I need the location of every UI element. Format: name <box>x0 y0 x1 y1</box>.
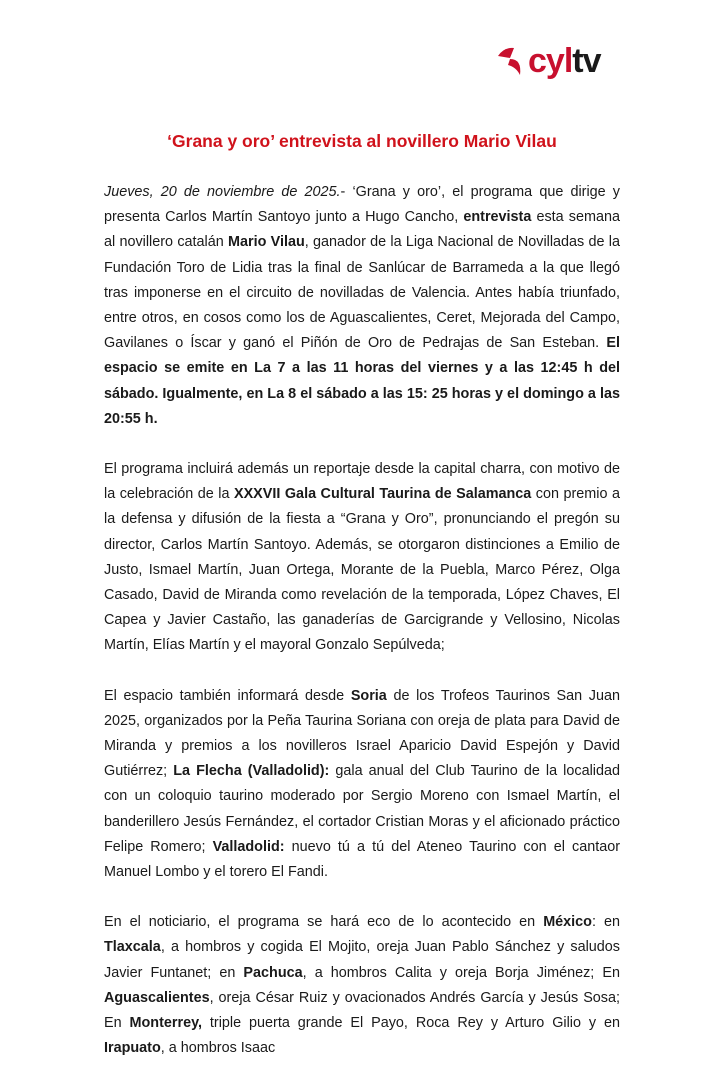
paragraph-4 <box>104 910 620 1061</box>
bold-text: Tlaxcala <box>104 939 161 956</box>
document-title: ‘Grana y oro’ entrevista al novillero Mario Vilau <box>167 131 557 151</box>
text-run: , a hombros Calita y oreja Borja Jiménez; En <box>302 964 620 981</box>
text-run: , a hombros y cogida El Mojito, oreja Juan Pablo Sánchez y saludos Javier Funtanet; en <box>104 939 620 981</box>
text-run: , oreja César Ruiz y ovacionados Andrés García y Jesús Sosa; En <box>104 989 620 1032</box>
text-run: , a hombros Isaac <box>160 1040 276 1057</box>
text-run: El espacio también informará desde <box>104 687 351 704</box>
text-run: de los Trofeos Taurinos San Juan 2025, organizados por la Peña Taurina Soriana con oreja de plata para David de Miranda y premios a los novilleros Israel Aparicio David Espejón y David Gutiérrez; <box>104 687 621 780</box>
paragraph-1 <box>104 180 620 432</box>
bold-text: Valladolid: <box>212 838 285 855</box>
text-run: - ‘Grana y oro’, el programa que dirige y presenta Carlos Martín Santoyo junto a Hugo Cancho, <box>104 184 620 226</box>
bold-text: La Flecha (Valladolid): <box>173 763 330 780</box>
italic-text: Jueves, 20 de noviembre de 2025. <box>104 184 341 200</box>
text-run: : en <box>591 914 620 931</box>
logo-wordmark <box>528 44 601 78</box>
bold-text: México <box>543 914 592 931</box>
text-run: esta semana al novillero catalán <box>104 209 620 251</box>
bold-text: Aguascalientes <box>104 989 210 1006</box>
bold-text: Irapuato <box>104 1040 161 1057</box>
bold-text: Pachuca <box>243 964 303 981</box>
bold-text: XXXVII Gala Cultural Taurina de Salamanca <box>233 486 532 503</box>
paragraph-3 <box>104 684 620 886</box>
text-run: En el noticiario, el programa se hará eco de lo acontecido en <box>104 914 544 931</box>
bold-text: El espacio se emite en La 7 a las 11 horas del viernes y a las 12:45 h del sábado. Igualmente, en La 8 el sábado a las 15: 25 horas y el domingo a las 20:55 h. <box>104 335 620 427</box>
logo-cyl: cyl <box>528 42 573 80</box>
paragraph-2 <box>104 457 620 659</box>
document-body <box>104 180 620 1087</box>
bold-text: Monterrey, <box>129 1015 203 1032</box>
bold-text: Mario Vilau <box>228 234 305 251</box>
logo-tv: tv <box>572 42 601 80</box>
text-run: nuevo tú a tú del Ateneo Taurino con el cantaor Manuel Lombo y el torero El Fandi. <box>104 838 620 881</box>
bold-text: entrevista <box>463 209 532 226</box>
text-run: gala anual del Club Taurino de la localidad con un coloquio taurino moderado por Sergio Moreno con Ismael Martín, el banderillero Jesús Fernández, el cortador Cristian Moras y el aficionado práctico Felipe Romero; <box>104 763 620 855</box>
cyltv-emblem-icon <box>496 45 524 77</box>
text-run: con premio a la defensa y difusión de la fiesta a “Grana y Oro”, pronunciando el pregón su director, Carlos Martín Santoyo. Además, se otorgaron distinciones a Emilio de Justo, Ismael Martín, Juan Ortega, Morante de la Puebla, Marco Pérez, Olga Casado, David de Miranda como revelación de la temporada, López Chaves, El Capea y Javier Castaño, las ganaderías de Garcigrande y Vellosino, Nicolas Martín, Elías Martín y el mayoral Gonzalo Sepúlveda; <box>104 486 620 654</box>
bold-text: Soria <box>350 687 387 704</box>
cyltv-logo <box>496 44 601 78</box>
text-run: triple puerta grande El Payo, Roca Rey y Arturo Gilio y en <box>202 1015 620 1032</box>
text-run: El programa incluirá además un reportaje desde la capital charra, con motivo de la celebración de la <box>104 461 620 503</box>
text-run: , ganador de la Liga Nacional de Novilladas de la Fundación Toro de Lidia tras la final de Sanlúcar de Barrameda a la que llegó tras imponerse en el circuito de novilladas de Valencia. Antes había triunfado, entre otros, en cosos como los de Aguascalientes, Ceret, Mejorada del Campo, Gavilanes o Íscar y ganó el Piñón de Oro de Pedrajas de San Esteban. <box>104 234 620 352</box>
